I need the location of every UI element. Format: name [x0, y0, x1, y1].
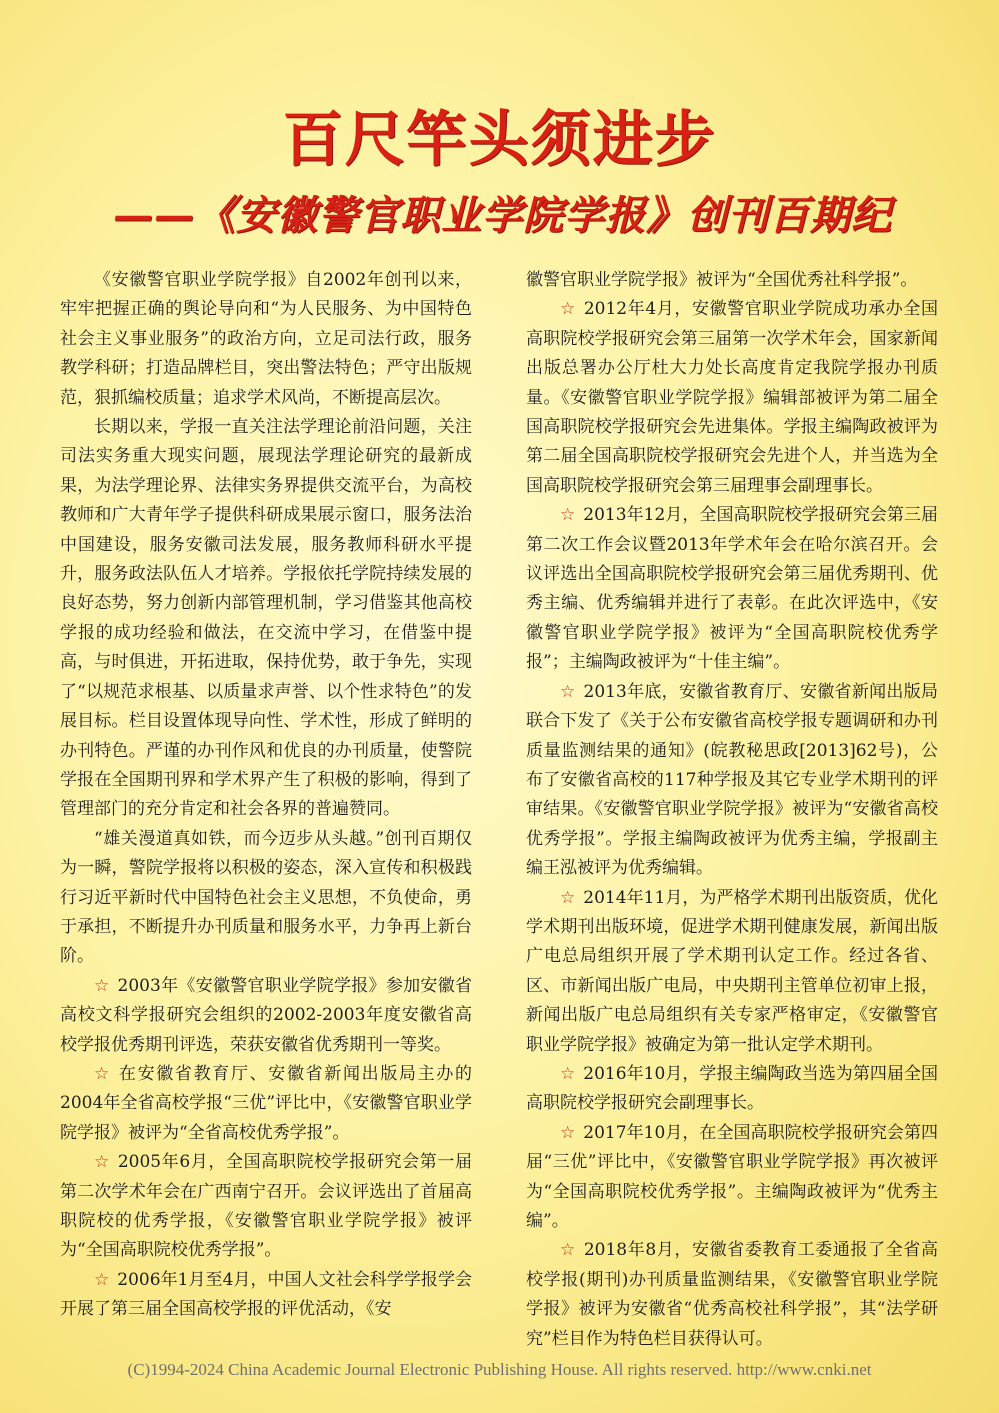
left-column [60, 266, 472, 1325]
event-item [526, 501, 938, 677]
event-text: 2016年10月，学报主编陶政当选为第四届全国高职院校学报研究会副理事长。 [526, 1063, 938, 1114]
event-item [60, 1266, 472, 1325]
star-icon: ☆ [560, 681, 576, 702]
event-text: 在安徽省教育厅、安徽省新闻出版局主办的2004年全省高校学报“三优”评比中，《安徽警官职业学院学报》被评为“全省高校优秀学报”。 [60, 1063, 472, 1143]
right-column [526, 266, 938, 1354]
star-icon: ☆ [94, 1269, 110, 1290]
copyright-footer: (C)1994-2024 China Academic Journal Electronic Publishing House. All rights reserved. http://www.cnki.net [127, 1360, 872, 1379]
star-icon: ☆ [94, 1063, 111, 1084]
star-icon: ☆ [560, 1122, 576, 1143]
star-icon: ☆ [560, 299, 576, 320]
closing-paragraph: “雄关漫道真如铁，而今迈步从头越。”创刊百期仅为一瞬，警院学报将以积极的姿态，深入宣传和积极践行习近平新时代中国特色社会主义思想，不负使命，勇于承担，不断提升办刊质量和服务水平，力争再上新台阶。 [60, 828, 472, 967]
event-text: 2003年《安徽警官职业学院学报》参加安徽省高校文科学报研究会组织的2002-2003年度安徽省高校学报优秀期刊评选，荣获安徽省优秀期刊一等奖。 [60, 975, 472, 1055]
event-item [526, 678, 938, 884]
star-icon: ☆ [94, 975, 110, 996]
event-text: 2012年4月，安徽警官职业学院成功承办全国高职院校学报研究会第三届第一次学术年会，国家新闻出版总署办公厅杜大力处长高度肯定我院学报办刊质量。《安徽警官职业学院学报》编辑部被评为第二届全国高职院校学报研究会先进集体。学报主编陶政被评为第二届全国高职院校学报研究会先进个人，并当选为全国高职院校学报研究会第三届理事会副理事长。 [526, 299, 938, 496]
event-item [60, 972, 472, 1060]
star-icon: ☆ [560, 887, 576, 908]
event-text: 2014年11月，为严格学术期刊出版资质，优化学术期刊出版环境，促进学术期刊健康发展，新闻出版广电总局组织开展了学术期刊认定工作。经过各省、区、市新闻出版广电局，中央期刊主管单位初审上报，新闻出版广电总局组织有关专家严格审定，《安徽警官职业学院学报》被确定为第一批认定学术期刊。 [526, 887, 938, 1055]
star-icon: ☆ [560, 1063, 576, 1084]
intro-paragraph: 《安徽警官职业学院学报》自2002年创刊以来，牢牢把握正确的舆论导向和“为人民服务、为中国特色社会主义事业服务”的政治方向，立足司法行政，服务教学科研；打造品牌栏目，突出警法特色；严守出版规范，狠抓编校质量；追求学术风尚，不断提高层次。 [60, 270, 472, 408]
page-title: 百尺竿头须进步 [282, 105, 717, 175]
event-item [60, 1060, 472, 1148]
star-icon: ☆ [94, 1152, 110, 1173]
event-item [526, 884, 938, 1060]
event-item [526, 295, 938, 501]
event-text: 2013年底，安徽省教育厅、安徽省新闻出版局联合下发了《关于公布安徽省高校学报专题调研和办刊质量监测结果的通知》(皖教秘思政[2013]62号)，公布了安徽省高校的117种学报及其它专业学术期刊的评审结果。《安徽警官职业学院学报》被评为“安徽省高校优秀学报”。学报主编陶政被评为优秀主编，学报副主编王泓被评为优秀编辑。 [526, 681, 938, 879]
event-text: 2018年8月，安徽省委教育工委通报了全省高校学报(期刊)办刊质量监测结果，《安徽警官职业学院学报》被评为安徽省“优秀高校社科学报”，其“法学研究”栏目作为特色栏目获得认可。 [526, 1240, 938, 1349]
event-text: 2013年12月，全国高职院校学报研究会第三届第二次工作会议暨2013年学术年会在哈尔滨召开。会议评选出全国高职院校学报研究会第三届优秀期刊、优秀主编、优秀编辑并进行了表彰。在此次评选中，《安徽警官职业学院学报》被评为“全国高职院校优秀学报”；主编陶政被评为“十佳主编”。 [526, 505, 938, 673]
event-item [526, 1236, 938, 1354]
star-icon: ☆ [560, 505, 576, 526]
event-item [526, 1119, 938, 1237]
body-paragraph: 长期以来，学报一直关注法学理论前沿问题，关注司法实务重大现实问题，展现法学理论研究的最新成果，为法学理论界、法律实务界提供交流平台，为高校教师和广大青年学子提供科研成果展示窗口，服务法治中国建设，服务安徽司法发展，服务教师科研水平提升，服务政法队伍人才培养。学报依托学院持续发展的良好态势，努力创新内部管理机制，学习借鉴其他高校学报的成功经验和做法，在交流中学习，在借鉴中提高，与时俱进，开拓进取，保持优势，敢于争先，实现了“以规范求根基、以质量求声誉、以个性求特色”的发展目标。栏目设置体现导向性、学术性，形成了鲜明的办刊特色。严谨的办刊作风和优良的办刊质量，使警院学报在全国期刊界和学术界产生了积极的影响，得到了管理部门的充分肯定和社会各界的普遍赞同。 [60, 417, 472, 820]
star-icon: ☆ [560, 1240, 576, 1261]
event-text: 2005年6月，全国高职院校学报研究会第一届第二次学术年会在广西南宁召开。会议评选出了首届高职院校的优秀学报，《安徽警官职业学院学报》被评为“全国高职院校优秀学报”。 [60, 1152, 472, 1261]
page-subtitle: ——《安徽警官职业学院学报》创刊百期纪 [113, 192, 892, 239]
event-item [60, 1148, 472, 1266]
event-text: 2006年1月至4月，中国人文社会科学学报学会开展了第三届全国高校学报的评优活动，《安 [60, 1269, 472, 1320]
event-item [526, 1060, 938, 1119]
event-continuation: 徽警官职业学院学报》被评为“全国优秀社科学报”。 [526, 270, 918, 290]
event-text: 2017年10月，在全国高职院校学报研究会第四届“三优”评比中，《安徽警官职业学院学报》再次被评为“全国高职院校优秀学报”。主编陶政被评为“优秀主编”。 [526, 1122, 938, 1231]
